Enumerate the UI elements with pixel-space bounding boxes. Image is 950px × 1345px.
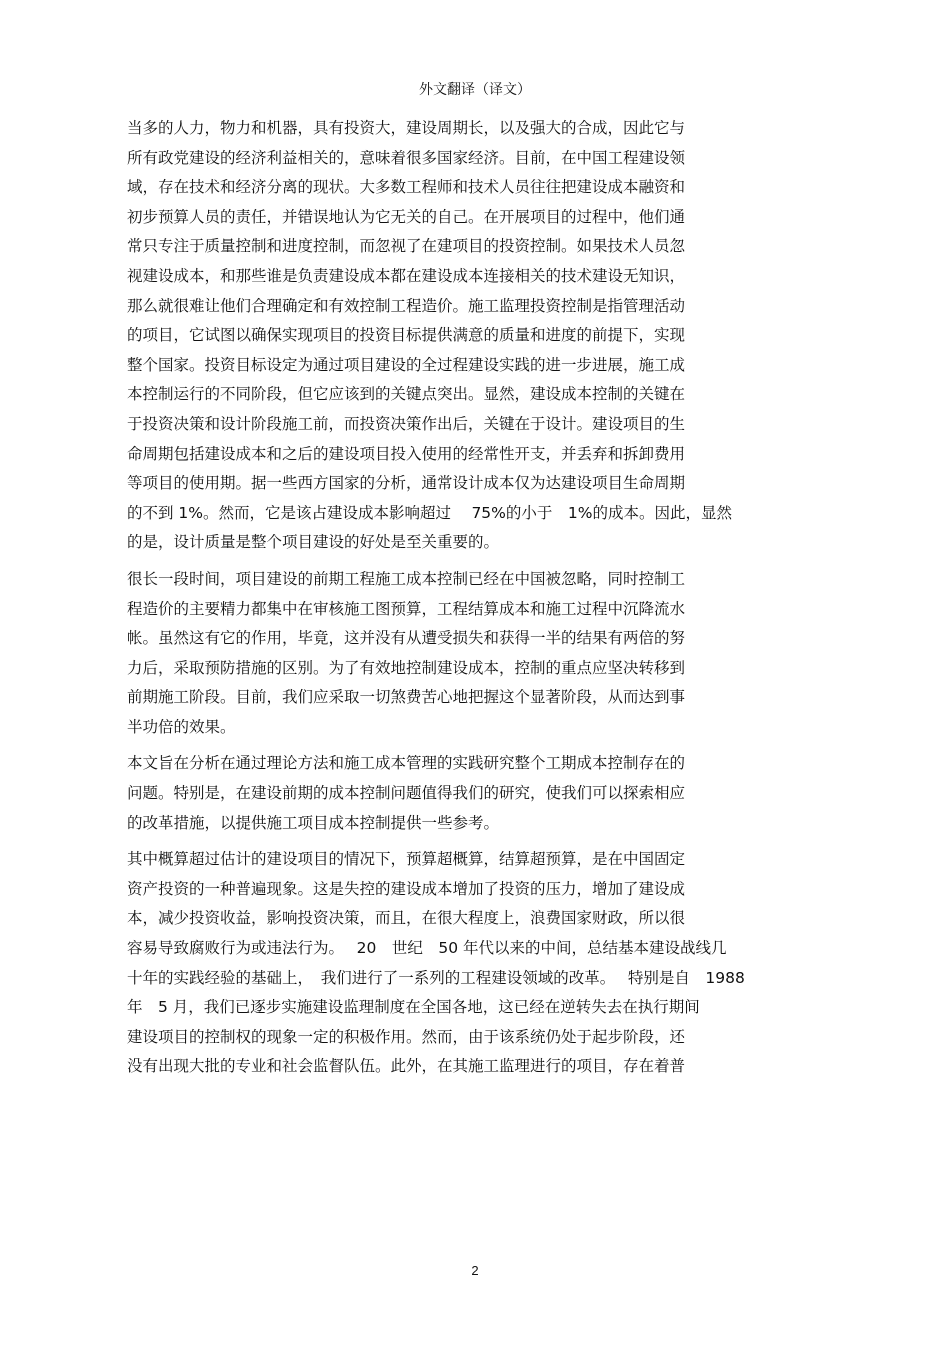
text-line: 初步预算人员的责任，并错误地认为它无关的自己。在开展项目的过程中，他们通 (127, 207, 686, 226)
text-line: 建设项目的控制权的现象一定的积极作用。然而，由于该系统仍处于起步阶段，还 (127, 1027, 686, 1046)
text-line: 问题。特别是，在建设前期的成本控制问题值得我们的研究，使我们可以探索相应 (127, 784, 686, 803)
text-line: 容易导致腐败行为或违法行为。 20 世纪 50 年代以来的中间，总结基本建设战线几 (127, 939, 727, 958)
text-line: 半功倍的效果。 (127, 717, 236, 736)
paragraph (127, 749, 827, 838)
text-line: 十年的实践经验的基础上， 我们进行了一系列的工程建设领域的改革。 特别是自 1988 (127, 968, 745, 987)
text-line: 视建设成本，和那些谁是负责建设成本都在建设成本连接相关的技术建设无知识， (127, 266, 686, 285)
paragraph (127, 114, 827, 558)
text-line: 等项目的使用期。据一些西方国家的分析，通常设计成本仅为达建设项目生命周期 (127, 474, 686, 493)
text-line: 很长一段时间，项目建设的前期工程施工成本控制已经在中国被忽略，同时控制工 (127, 569, 686, 588)
text-line: 整个国家。投资目标设定为通过项目建设的全过程建设实践的进一步进展，施工成 (127, 355, 686, 374)
text-line: 本，减少投资收益，影响投资决策，而且，在很大程度上，浪费国家财政，所以很 (127, 909, 686, 928)
text-line: 于投资决策和设计阶段施工前，而投资决策作出后，关键在于设计。建设项目的生 (127, 414, 686, 433)
text-line: 的是，设计质量是整个项目建设的好处是至关重要的。 (127, 533, 500, 552)
text-line: 年 5 月，我们已逐步实施建设监理制度在全国各地，这已经在逆转失去在执行期间 (127, 998, 700, 1017)
text-line: 域，存在技术和经济分离的现状。大多数工程师和技术人员往往把建设成本融资和 (127, 178, 686, 197)
paragraph (127, 845, 827, 1082)
text-line: 当多的人力，物力和机器，具有投资大，建设周期长，以及强大的合成，因此它与 (127, 119, 686, 137)
text-line: 的改革措施，以提供施工项目成本控制提供一些参考。 (127, 813, 500, 832)
text-line: 资产投资的一种普遍现象。这是失控的建设成本增加了投资的压力，增加了建设成 (127, 879, 686, 898)
text-line: 所有政党建设的经济利益相关的，意味着很多国家经济。目前，在中国工程建设领 (127, 148, 686, 167)
page-number: 2 (471, 1263, 479, 1278)
body-text (127, 114, 827, 1089)
text-line: 力后，采取预防措施的区别。为了有效地控制建设成本，控制的重点应坚决转移到 (127, 658, 686, 677)
text-line: 的不到 1%。然而，它是该占建设成本影响超过 75%的小于 1%的成本。因此，显然 (127, 503, 732, 522)
text-line: 那么就很难让他们合理确定和有效控制工程造价。施工监理投资控制是指管理活动 (127, 296, 686, 315)
text-line: 命周期包括建设成本和之后的建设项目投入使用的经常性开支，并丢弃和拆卸费用 (127, 444, 686, 463)
text-line: 本控制运行的不同阶段，但它应该到的关键点突出。显然，建设成本控制的关键在 (127, 385, 686, 404)
text-line: 程造价的主要精力都集中在审核施工图预算，工程结算成本和施工过程中沉降流水 (127, 599, 686, 618)
text-line: 没有出现大批的专业和社会监督队伍。此外，在其施工监理进行的项目，存在着普 (127, 1057, 686, 1076)
text-line: 帐。虽然这有它的作用，毕竟，这并没有从遭受损失和获得一半的结果有两倍的努 (127, 629, 686, 648)
text-line: 本文旨在分析在通过理论方法和施工成本管理的实践研究整个工期成本控制存在的 (127, 754, 686, 773)
text-line: 其中概算超过估计的建设项目的情况下，预算超概算，结算超预算，是在中国固定 (127, 850, 686, 869)
page-header: 外文翻译（译文） (419, 82, 531, 98)
paragraph (127, 565, 827, 743)
text-line: 常只专注于质量控制和进度控制，而忽视了在建项目的投资控制。如果技术人员忽 (127, 237, 686, 256)
text-line: 的项目，它试图以确保实现项目的投资目标提供满意的质量和进度的前提下，实现 (127, 326, 686, 345)
text-line: 前期施工阶段。目前，我们应采取一切煞费苦心地把握这个显著阶段，从而达到事 (127, 688, 686, 707)
